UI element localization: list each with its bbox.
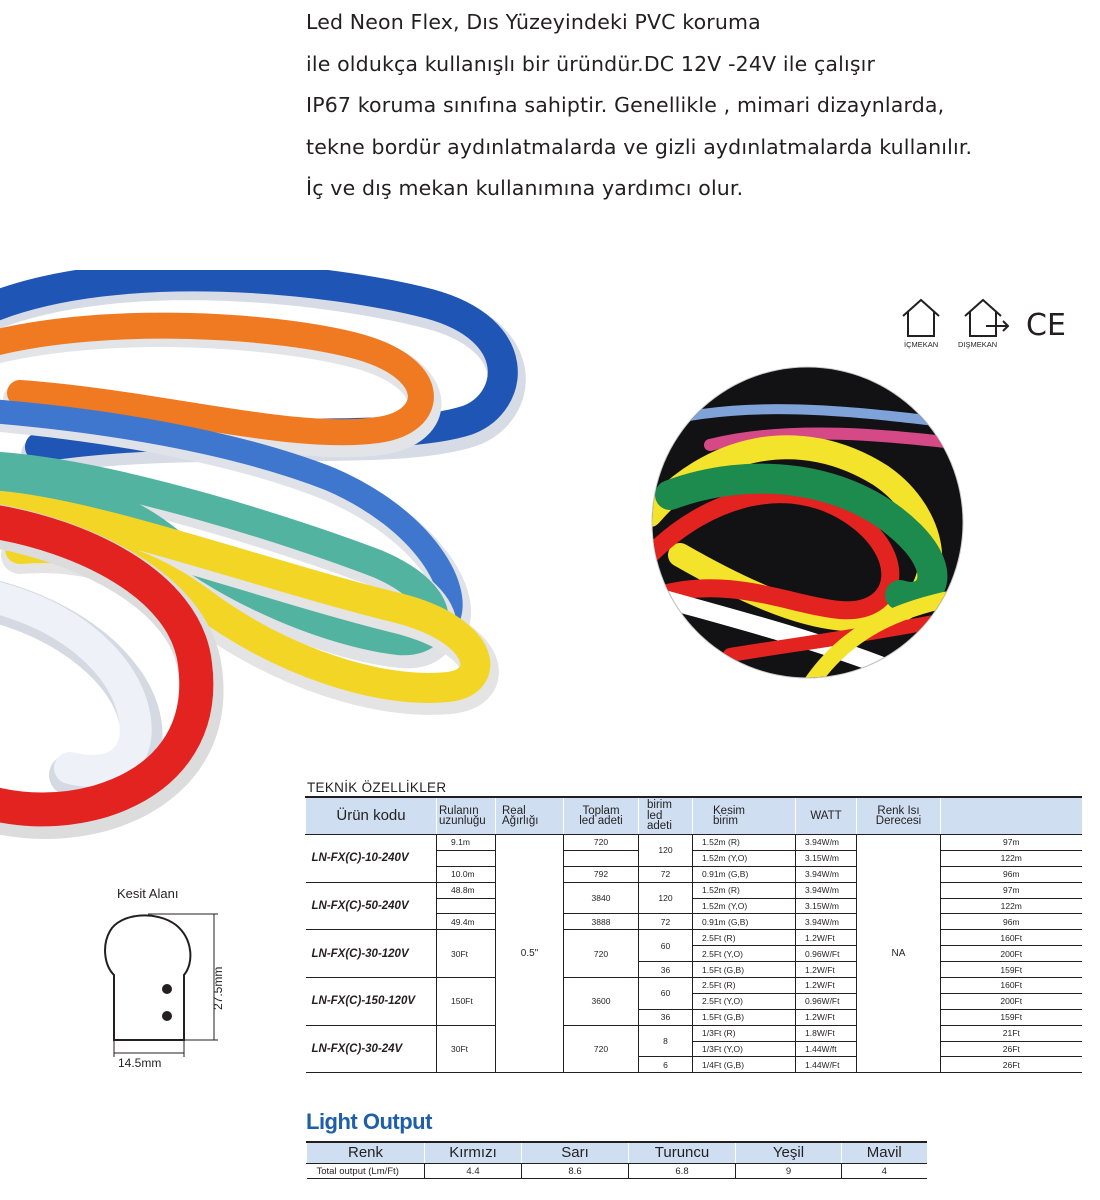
led-dot (162, 984, 172, 994)
specs-header-row (306, 797, 1082, 835)
output-value: 4 (842, 1164, 927, 1179)
total-led: 720 (564, 930, 639, 978)
run-length: 97m (941, 882, 1082, 898)
run-length: 21Ft (941, 1025, 1082, 1041)
total-led: 3600 (564, 978, 639, 1026)
weight-value: 0.5" (496, 835, 564, 1073)
total-led (564, 850, 639, 866)
product-code: LN-FX(C)-150-120V (306, 978, 437, 1026)
table-row (306, 882, 1082, 898)
intro-line: ile oldukça kullanışlı bir üründür.DC 12V -24V ile çalışır (306, 51, 876, 76)
output-row (307, 1164, 927, 1179)
run-length: 97m (941, 835, 1082, 851)
run-length: 160Ft (941, 978, 1082, 994)
run-length: 26Ft (941, 1041, 1082, 1057)
run-length: 96m (941, 866, 1082, 882)
table-row (306, 1025, 1082, 1041)
watt-value: 3.94W/m (796, 866, 857, 882)
table-row (306, 978, 1082, 994)
ce-mark-icon: CE (1026, 308, 1066, 343)
unit-led: 60 (639, 930, 693, 962)
led-dot (162, 1011, 172, 1021)
run-length: 200Ft (941, 946, 1082, 962)
header-length: Rulanın uzunluğu (437, 797, 496, 835)
cross-section-diagram (98, 905, 228, 1075)
roll-length: 30Ft (437, 930, 496, 978)
unit-led: 36 (639, 1009, 693, 1025)
product-code: LN-FX(C)-50-240V (306, 882, 437, 930)
run-length: 96m (941, 914, 1082, 930)
total-led: 792 (564, 866, 639, 882)
cut-unit: 1.5Ft (G,B) (693, 1009, 796, 1025)
run-length: 160Ft (941, 930, 1082, 946)
house-icon (900, 294, 1085, 354)
cut-unit: 1.52m (Y,O) (693, 898, 796, 914)
roll-length: 49.4m (437, 914, 496, 930)
width-label: 14.5mm (118, 1056, 162, 1070)
neon-glow-photo (650, 365, 965, 680)
height-label: 27.5mm (211, 966, 225, 1010)
header-total-led: Toplam led adeti (564, 797, 639, 835)
certification-icons (900, 294, 1085, 358)
output-value: 8.6 (522, 1164, 629, 1179)
watt-value: 3.94W/m (796, 882, 857, 898)
unit-led: 120 (639, 835, 693, 867)
output-value: 4.4 (425, 1164, 522, 1179)
header-cut: Kesim birim (693, 797, 796, 835)
product-code: LN-FX(C)-10-240V (306, 835, 437, 883)
watt-value: 0.96W/Ft (796, 993, 857, 1009)
output-header: Renk (307, 1142, 425, 1164)
unit-led: 72 (639, 866, 693, 882)
roll-length: 48.8m (437, 882, 496, 898)
table-row (306, 930, 1082, 946)
unit-led: 72 (639, 914, 693, 930)
watt-value: 3.94W/m (796, 914, 857, 930)
cut-unit: 1.52m (R) (693, 835, 796, 851)
watt-value: 1.8W/Ft (796, 1025, 857, 1041)
cut-unit: 2.5Ft (Y,O) (693, 993, 796, 1009)
color-temp-value: NA (857, 835, 941, 1073)
indoor-label: İÇMEKAN (904, 340, 939, 349)
cut-unit: 2.5Ft (R) (693, 930, 796, 946)
unit-led: 8 (639, 1025, 693, 1057)
watt-value: 3.94W/m (796, 835, 857, 851)
watt-value: 1.2W/Ft (796, 930, 857, 946)
run-length: 159Ft (941, 1009, 1082, 1025)
light-output-title: Light Output (306, 1109, 432, 1134)
header-extra (941, 797, 1082, 835)
intro-line: tekne bordür aydınlatmalarda ve gizli aydınlatmalarda kullanılır. (306, 134, 973, 159)
output-header: Turuncu (629, 1142, 736, 1164)
cut-unit: 1/3Ft (R) (693, 1025, 796, 1041)
total-led: 3840 (564, 882, 639, 914)
output-value: 6.8 (629, 1164, 736, 1179)
unit-led: 60 (639, 978, 693, 1010)
output-header: Mavil (842, 1142, 927, 1164)
header-code: Ürün kodu (306, 797, 437, 835)
watt-value: 1.2W/Ft (796, 978, 857, 994)
total-led: 720 (564, 835, 639, 851)
header-unit-led: birim led adeti (639, 797, 693, 835)
watt-value: 0.96W/Ft (796, 946, 857, 962)
cut-unit: 1/4Ft (G,B) (693, 1057, 796, 1073)
watt-value: 3.15W/m (796, 850, 857, 866)
cut-unit: 1.52m (Y,O) (693, 850, 796, 866)
run-length: 159Ft (941, 962, 1082, 978)
output-value: 9 (736, 1164, 842, 1179)
roll-length: 9.1m (437, 835, 496, 851)
cut-unit: 1.5Ft (G,B) (693, 962, 796, 978)
intro-text (306, 2, 1086, 210)
output-header-row (307, 1142, 927, 1164)
product-code: LN-FX(C)-30-24V (306, 1025, 437, 1073)
run-length: 200Ft (941, 993, 1082, 1009)
output-header: Yeşil (736, 1142, 842, 1164)
cut-unit: 1/3Ft (Y,O) (693, 1041, 796, 1057)
intro-line: Led Neon Flex, Dıs Yüzeyindeki PVC koruma (306, 10, 761, 34)
roll-length: 150Ft (437, 978, 496, 1026)
watt-value: 1.2W/Ft (796, 962, 857, 978)
run-length: 26Ft (941, 1057, 1082, 1073)
unit-led: 120 (639, 882, 693, 914)
header-color-temp: Renk Isı Derecesi (857, 797, 941, 835)
neon-strips-image (0, 270, 540, 850)
intro-line: İç ve dış mekan kullanımına yardımcı olur. (306, 176, 744, 201)
outdoor-label: DIŞMEKAN (958, 340, 998, 349)
unit-led: 36 (639, 962, 693, 978)
section-title: TEKNİK ÖZELLİKLER (307, 780, 447, 795)
table-row (306, 835, 1082, 851)
cross-section-title: Kesit Alanı (117, 886, 179, 901)
roll-length: 30Ft (437, 1025, 496, 1073)
output-header: Kırmızı (425, 1142, 522, 1164)
watt-value: 1.2W/Ft (796, 1009, 857, 1025)
cut-unit: 0.91m (G,B) (693, 866, 796, 882)
intro-line: IP67 koruma sınıfına sahiptir. Genellikle , mimari dizaynlarda, (306, 93, 945, 118)
header-watt: WATT (796, 797, 857, 835)
watt-value: 1.44W/ft (796, 1041, 857, 1057)
output-header: Sarı (522, 1142, 629, 1164)
cut-unit: 1.52m (R) (693, 882, 796, 898)
watt-value: 3.15W/m (796, 898, 857, 914)
header-weight: Real Ağırlığı (496, 797, 564, 835)
light-output-table (306, 1141, 927, 1179)
product-code: LN-FX(C)-30-120V (306, 930, 437, 978)
cut-unit: 2.5Ft (R) (693, 978, 796, 994)
run-length: 122m (941, 898, 1082, 914)
output-row-label: Total output (Lm/Ft) (307, 1164, 425, 1179)
total-led: 3888 (564, 914, 639, 930)
run-length: 122m (941, 850, 1082, 866)
watt-value: 1.44W/Ft (796, 1057, 857, 1073)
unit-led: 6 (639, 1057, 693, 1073)
roll-length (437, 850, 496, 866)
roll-length (437, 898, 496, 914)
roll-length: 10.0m (437, 866, 496, 882)
cut-unit: 2.5Ft (Y,O) (693, 946, 796, 962)
specs-table (305, 796, 1082, 1073)
total-led: 720 (564, 1025, 639, 1073)
cut-unit: 0.91m (G,B) (693, 914, 796, 930)
